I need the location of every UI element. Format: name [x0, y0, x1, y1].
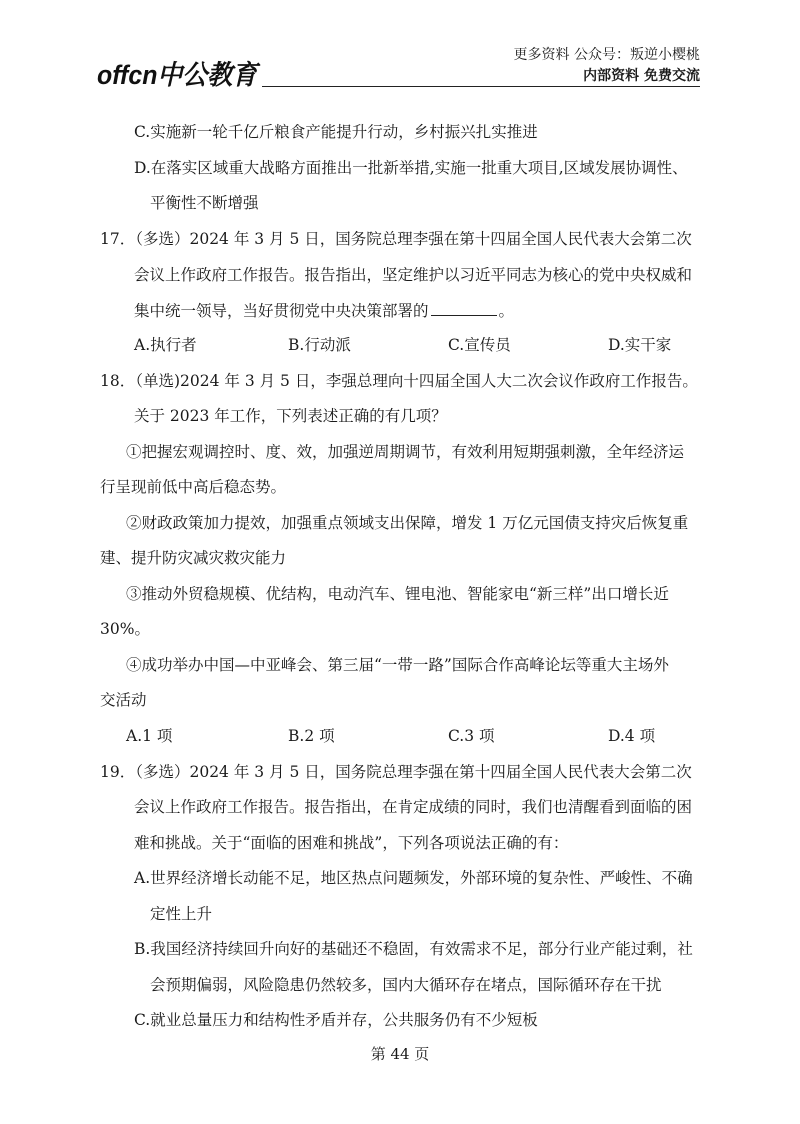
q17-stem-line3 [134, 300, 514, 321]
q17-stem-line1: 17．（多选）2024 年 3 月 5 日，国务院总理李强在第十四届全国人民代表大会第二次 [100, 230, 692, 248]
header-note: 内部资料 免费交流 [583, 68, 700, 84]
q19-option-b-line1: B.我国经济持续回升向好的基础还不稳固，有效需求不足，部分行业产能过剩，社 [134, 940, 693, 958]
q18-stem-line1: 18．（单选)2024 年 3 月 5 日，李强总理向十四届全国人大二次会议作政府工作报告。 [100, 372, 698, 390]
q18-statement-3-line1: ③推动外贸稳规模、优结构，电动汽车、锂电池、智能家电“新三样”出口增长近 [126, 585, 669, 603]
q19-stem-line2: 会议上作政府工作报告。报告指出，在肯定成绩的同时，我们也清醒看到面临的困 [134, 798, 693, 816]
q18-statement-2-line2: 建、提升防灾减灾救灾能力 [100, 549, 287, 567]
q18-statement-2-line1: ②财政政策加力提效，加强重点领域支出保障，增发 1 万亿元国债支持灾后恢复重 [126, 514, 689, 532]
q16-option-c: C.实施新一轮千亿斤粮食产能提升行动，乡村振兴扎实推进 [134, 123, 538, 141]
q18-statement-4-line2: 交活动 [100, 691, 147, 709]
page-number: 第 44 页 [370, 1045, 430, 1063]
q17-stem-end: 。 [498, 302, 515, 320]
q18-option-b: B.2 项 [288, 727, 335, 745]
q19-option-a-line1: A.世界经济增长动能不足，地区热点问题频发，外部环境的复杂性、严峻性、不确 [134, 869, 693, 887]
q19-option-a-line2: 定性上升 [150, 905, 213, 923]
q18-statement-3-line2: 30%。 [100, 620, 150, 638]
answer-blank [431, 300, 497, 316]
q16-option-d-line1: D.在落实区域重大战略方面推出一批新举措,实施一批重大项目,区域发展协调性、 [134, 159, 688, 177]
q18-option-c: C.3 项 [448, 727, 495, 745]
q18-stem-line2: 关于 2023 年工作，下列表述正确的有几项？ [134, 407, 447, 425]
q17-option-d: D.实干家 [608, 336, 672, 354]
q17-option-b: B.行动派 [288, 336, 351, 354]
q18-option-a: A.1 项 [126, 727, 173, 745]
q17-stem-text: 集中统一领导，当好贯彻党中央决策部署的 [134, 302, 429, 320]
q17-option-a: A.执行者 [134, 336, 197, 354]
q17-option-c: C.宣传员 [448, 336, 511, 354]
q18-statement-1-line2: 行呈现前低中高后稳态势。 [100, 478, 287, 496]
q18-statement-1-line1: ①把握宏观调控时、度、效，加强逆周期调节，有效利用短期强刺激，全年经济运 [126, 443, 685, 461]
q18-statement-4-line1: ④成功举办中国—中亚峰会、第三届“一带一路”国际合作高峰论坛等重大主场外 [126, 656, 669, 674]
q16-option-d-line2: 平衡性不断增强 [150, 194, 259, 212]
q19-option-b-line2: 会预期偏弱，风险隐患仍然较多，国内大循环存在堵点，国际循环存在干扰 [150, 976, 662, 994]
header-promo: 更多资料 公众号：叛逆小樱桃 [513, 47, 700, 63]
svg-text:offcn中公教育: offcn中公教育 [97, 60, 261, 90]
q18-option-d: D.4 项 [608, 727, 656, 745]
q19-stem-line3: 难和挑战。关于“面临的困难和挑战”，下列各项说法正确的有： [134, 834, 569, 852]
q19-stem-line1: 19．（多选）2024 年 3 月 5 日，国务院总理李强在第十四届全国人民代表大会第二次 [100, 763, 692, 781]
q17-stem-line2: 会议上作政府工作报告。报告指出，坚定维护以习近平同志为核心的党中央权威和 [134, 266, 693, 284]
q19-option-c-line1: C.就业总量压力和结构性矛盾并存，公共服务仍有不少短板 [134, 1011, 538, 1029]
